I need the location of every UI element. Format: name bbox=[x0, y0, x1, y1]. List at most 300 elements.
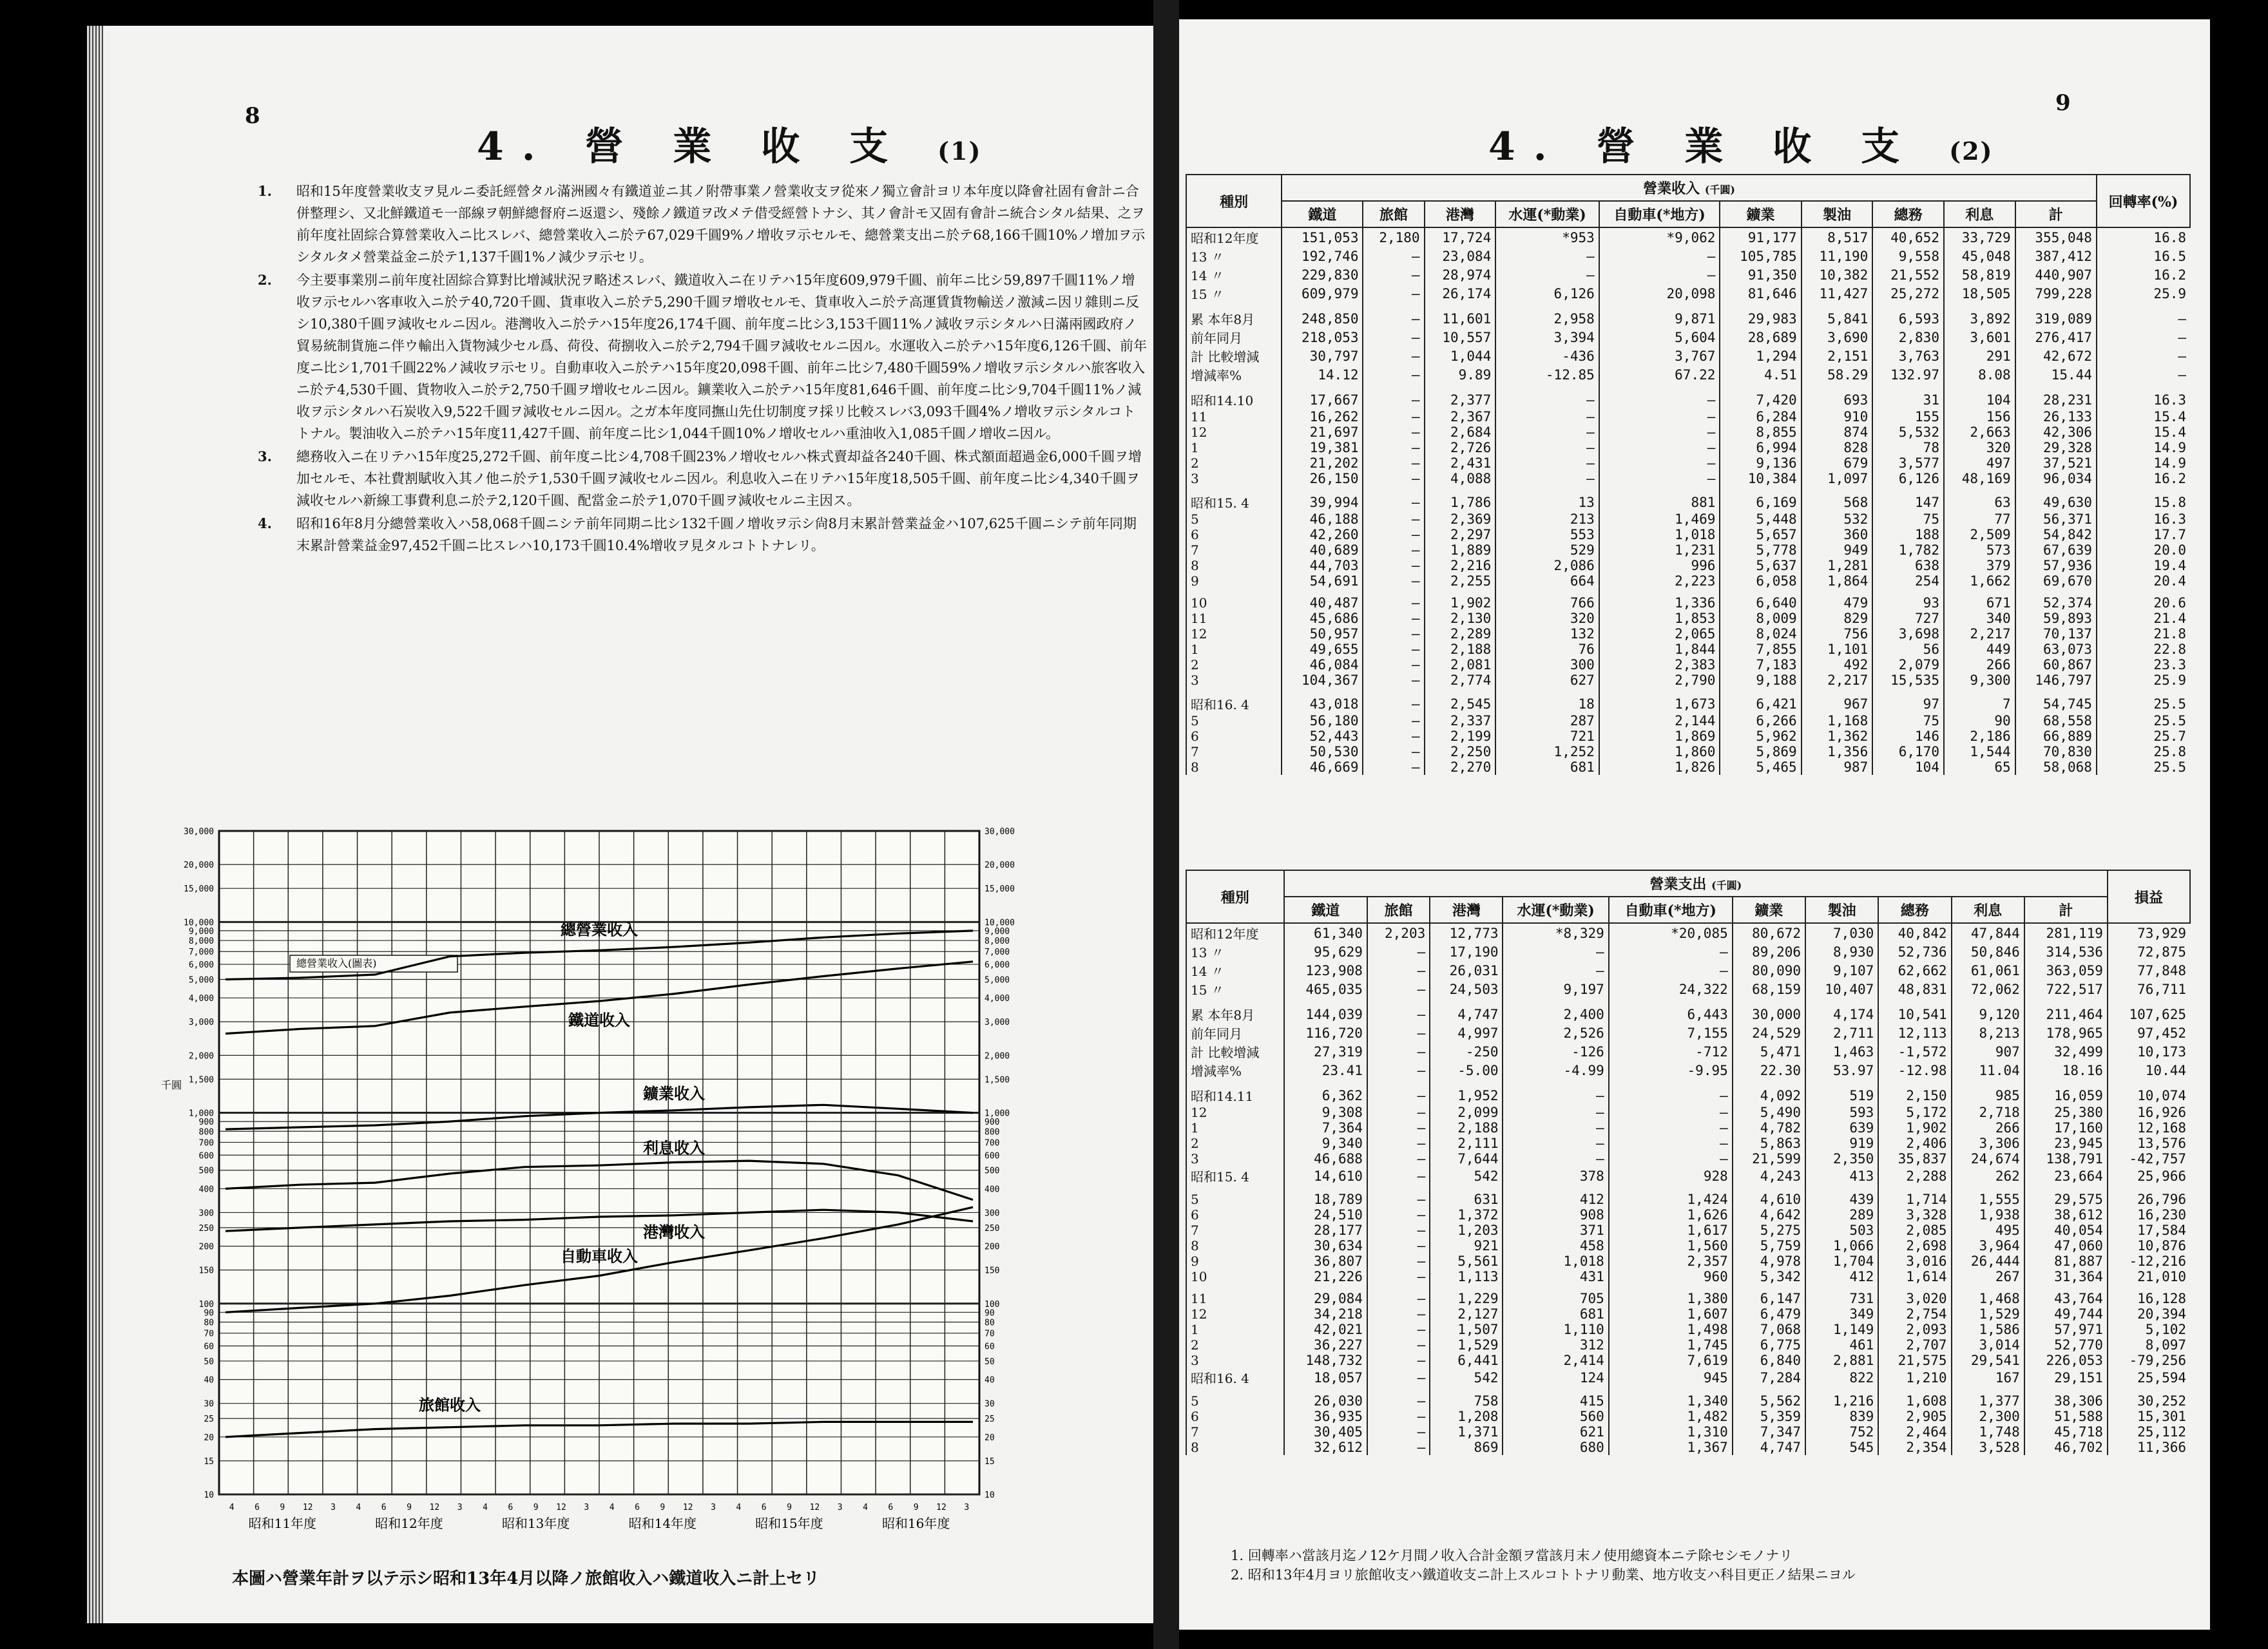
table-cell: 2,663 bbox=[1944, 424, 2015, 440]
table-cell: 519 bbox=[1805, 1080, 1878, 1105]
table-cell: 281,119 bbox=[2024, 923, 2108, 942]
table-cell: 2,357 bbox=[1609, 1253, 1733, 1269]
table-cell: 19.4 bbox=[2097, 558, 2190, 573]
table-row bbox=[1186, 1167, 2190, 1185]
table-row bbox=[1186, 961, 2190, 980]
row-label: 8 bbox=[1186, 558, 1282, 573]
table-cell: — bbox=[1367, 998, 1430, 1024]
table-cell: 52,443 bbox=[1282, 729, 1363, 744]
table-cell: 58.29 bbox=[1802, 365, 1873, 384]
table-row bbox=[1186, 657, 2190, 672]
table-cell: 1,168 bbox=[1802, 713, 1873, 729]
table-cell: 349 bbox=[1805, 1306, 1878, 1322]
series-label: 利息收入 bbox=[643, 1138, 705, 1158]
table-cell: 167 bbox=[1952, 1368, 2024, 1387]
table-cell: 15.44 bbox=[2015, 365, 2097, 384]
table-cell: 4,243 bbox=[1733, 1167, 1805, 1185]
table-row bbox=[1186, 1136, 2190, 1151]
table-cell: 2,130 bbox=[1425, 611, 1496, 626]
table-cell: 91,350 bbox=[1720, 265, 1801, 284]
row-label: 3 bbox=[1186, 471, 1282, 486]
table-cell: 5,359 bbox=[1733, 1409, 1805, 1424]
table-cell: 104 bbox=[1944, 384, 2015, 409]
x-month-tick: 9 bbox=[280, 1503, 285, 1512]
y-tick-label: 500 bbox=[985, 1166, 1000, 1176]
table-cell: 43,018 bbox=[1282, 688, 1363, 713]
table-cell: 928 bbox=[1609, 1167, 1733, 1185]
series-label: 鑛業收入 bbox=[643, 1083, 705, 1103]
x-month-tick: 12 bbox=[936, 1503, 947, 1512]
table-cell: 828 bbox=[1802, 440, 1873, 455]
left-page bbox=[103, 26, 1166, 1623]
table-cell: 22.8 bbox=[2097, 642, 2190, 657]
y-tick-label: 40 bbox=[985, 1375, 995, 1386]
table-cell: 1,310 bbox=[1609, 1424, 1733, 1440]
paragraph bbox=[258, 513, 1147, 557]
table-cell: — bbox=[1363, 265, 1424, 284]
table-cell: 5,102 bbox=[2108, 1322, 2190, 1337]
table-cell: 881 bbox=[1599, 486, 1720, 511]
x-month-tick: 12 bbox=[682, 1503, 693, 1512]
y-tick-label: 90 bbox=[985, 1308, 995, 1319]
table-cell: 7,155 bbox=[1609, 1024, 1733, 1042]
table-cell: -12,216 bbox=[2108, 1253, 2190, 1269]
y-tick-label: 15 bbox=[204, 1456, 214, 1467]
row-label: 12 bbox=[1186, 1306, 1284, 1322]
table-cell: -9.95 bbox=[1609, 1061, 1733, 1080]
table-cell: 4,997 bbox=[1430, 1024, 1503, 1042]
table-cell: 1,469 bbox=[1599, 511, 1720, 527]
table-cell: 61,061 bbox=[1952, 961, 2024, 980]
table-cell: 25.9 bbox=[2097, 284, 2190, 303]
table-cell: 8,009 bbox=[1720, 611, 1801, 626]
table-cell: 631 bbox=[1430, 1185, 1503, 1207]
table-cell: 44,703 bbox=[1282, 558, 1363, 573]
table-cell: 42,260 bbox=[1282, 527, 1363, 542]
row-label: 7 bbox=[1186, 1223, 1284, 1238]
table-cell: *9,062 bbox=[1599, 227, 1720, 247]
table-cell: 766 bbox=[1495, 589, 1599, 611]
table-cell: 16.3 bbox=[2097, 511, 2190, 527]
table-cell: 721 bbox=[1495, 729, 1599, 744]
x-month-tick: 12 bbox=[556, 1503, 566, 1512]
table-cell: 1,216 bbox=[1805, 1387, 1878, 1409]
table-cell: 39,994 bbox=[1282, 486, 1363, 511]
table-cell: — bbox=[1367, 1424, 1430, 1440]
table-row bbox=[1186, 1409, 2190, 1424]
table-row bbox=[1186, 1322, 2190, 1337]
table-cell: 16.2 bbox=[2097, 265, 2190, 284]
table-row bbox=[1186, 1337, 2190, 1353]
table-row bbox=[1186, 573, 2190, 589]
table-cell: 151,053 bbox=[1282, 227, 1363, 247]
table-row bbox=[1186, 1223, 2190, 1238]
table-cell: 9,558 bbox=[1872, 247, 1944, 265]
table-cell: — bbox=[1363, 247, 1424, 265]
y-tick-label: 25 bbox=[985, 1415, 995, 1425]
table-cell: 2,790 bbox=[1599, 672, 1720, 688]
table-row bbox=[1186, 713, 2190, 729]
table-cell: 15,301 bbox=[2108, 1409, 2190, 1424]
table-cell: 138,791 bbox=[2024, 1151, 2108, 1167]
table-cell: 8,930 bbox=[1805, 942, 1878, 961]
column-header: 水運(*動業) bbox=[1503, 897, 1608, 923]
table-cell: 1,097 bbox=[1802, 471, 1873, 486]
table-cell: 6,126 bbox=[1495, 284, 1599, 303]
table-cell: 50,957 bbox=[1282, 626, 1363, 642]
table-cell: — bbox=[1503, 1080, 1608, 1105]
table-cell: 7,364 bbox=[1284, 1120, 1367, 1136]
table-cell: 2,188 bbox=[1430, 1120, 1503, 1136]
table-cell: 32,499 bbox=[2024, 1042, 2108, 1061]
table-cell: 2,830 bbox=[1872, 328, 1944, 347]
table-cell: 5,448 bbox=[1720, 511, 1801, 527]
table-cell: 731 bbox=[1805, 1284, 1878, 1306]
table-cell: 20,098 bbox=[1599, 284, 1720, 303]
table-cell: 29,541 bbox=[1952, 1353, 2024, 1368]
table-cell: 78 bbox=[1872, 440, 1944, 455]
table-cell: 5,759 bbox=[1733, 1238, 1805, 1253]
paragraph bbox=[258, 269, 1147, 444]
heading-text: 4. 營 業 收 支 bbox=[477, 124, 907, 169]
row-label: 7 bbox=[1186, 744, 1282, 759]
table-cell: 21,599 bbox=[1733, 1151, 1805, 1167]
table-cell: 9,300 bbox=[1944, 672, 2015, 688]
table-cell: 2,698 bbox=[1878, 1238, 1951, 1253]
table-cell: — bbox=[1609, 1120, 1733, 1136]
table-cell: — bbox=[1495, 384, 1599, 409]
table-cell: — bbox=[1599, 409, 1720, 424]
table-cell: 3,601 bbox=[1944, 328, 2015, 347]
table-cell: 1,902 bbox=[1425, 589, 1496, 611]
table-cell: 26,174 bbox=[1425, 284, 1496, 303]
table-cell: 6,126 bbox=[1872, 471, 1944, 486]
table-cell: 1,229 bbox=[1430, 1284, 1503, 1306]
y-tick-label: 9,000 bbox=[985, 926, 1010, 937]
table-cell: 53.97 bbox=[1805, 1061, 1878, 1080]
table-cell: 17,584 bbox=[2108, 1223, 2190, 1238]
table-cell: — bbox=[1363, 409, 1424, 424]
table-cell: 67,639 bbox=[2015, 542, 2097, 558]
y-tick-label: 20,000 bbox=[184, 861, 214, 871]
table-cell: 17,190 bbox=[1430, 942, 1503, 961]
table-cell: 7,183 bbox=[1720, 657, 1801, 672]
table-cell: -12.98 bbox=[1878, 1061, 1951, 1080]
table-cell: 15.8 bbox=[2097, 486, 2190, 511]
row-label: 12 bbox=[1186, 1105, 1284, 1120]
row-label: 8 bbox=[1186, 1440, 1284, 1455]
table-cell: 639 bbox=[1805, 1120, 1878, 1136]
table-cell: 25,380 bbox=[2024, 1105, 2108, 1120]
table-cell: 30,634 bbox=[1284, 1238, 1367, 1253]
y-tick-label: 100 bbox=[985, 1299, 1000, 1310]
table-cell: 29,151 bbox=[2024, 1368, 2108, 1387]
y-tick-label: 20 bbox=[985, 1433, 995, 1443]
x-month-tick: 4 bbox=[229, 1503, 235, 1512]
table-cell: 6,840 bbox=[1733, 1353, 1805, 1368]
table-cell: 25.5 bbox=[2097, 713, 2190, 729]
table-cell: 8,517 bbox=[1802, 227, 1873, 247]
table-cell: 3,306 bbox=[1952, 1136, 2024, 1151]
table-cell: — bbox=[1503, 1136, 1608, 1151]
table-cell: 2,684 bbox=[1425, 424, 1496, 440]
table-cell: 46,188 bbox=[1282, 511, 1363, 527]
row-label: 增減率% bbox=[1186, 1061, 1284, 1080]
table-row bbox=[1186, 1306, 2190, 1322]
table-cell: 1,673 bbox=[1599, 688, 1720, 713]
y-tick-label: 30,000 bbox=[184, 827, 214, 837]
table-cell: 1,203 bbox=[1430, 1223, 1503, 1238]
table-cell: 9.89 bbox=[1425, 365, 1496, 384]
col-ratio: 回轉率(%) bbox=[2097, 175, 2190, 227]
table-cell: 1,860 bbox=[1599, 744, 1720, 759]
table-cell: — bbox=[2097, 365, 2190, 384]
y-tick-label: 8,000 bbox=[188, 937, 214, 947]
table-cell: 609,979 bbox=[1282, 284, 1363, 303]
table-row bbox=[1186, 247, 2190, 265]
table-row bbox=[1186, 511, 2190, 527]
table-cell: 25.8 bbox=[2097, 744, 2190, 759]
y-tick-label: 5,000 bbox=[188, 975, 214, 986]
revenue-chart-svg bbox=[116, 818, 1121, 1565]
table-cell: 2,093 bbox=[1878, 1322, 1951, 1337]
table-cell: 2,289 bbox=[1425, 626, 1496, 642]
table-cell: 3,394 bbox=[1495, 328, 1599, 347]
table-row bbox=[1186, 642, 2190, 657]
table-cell: 5,869 bbox=[1720, 744, 1801, 759]
table-cell: 2,707 bbox=[1878, 1337, 1951, 1353]
paragraph-text: 昭和15年度營業收支ヲ見ルニ委託經營タル滿洲國々有鐵道並ニ其ノ附帶事業ノ營業收支ヲ從來ノ獨立會計ヨリ本年度以降會社固有會計ニ合併整理シ、又北鮮鐵道モ一部線ヲ朝鮮總督府ニ返還シ、殘餘ノ鐵道ヲ改メテ借受經營トナシ、其ノ會計モ又固有會計ニ統合シタル結果、之ヲ前年度社固綜合算營業收入ニ比スレバ、總營業收入ニ於テ67,029千圓9%ノ增收ヲ示セルモ、總營業支出ニ於テ68,166千圓10%ノ增加ヲ示シタルタメ營業益金ニ於テ1,137千圓1%ノ減少ヲ示セリ。 bbox=[296, 184, 1146, 265]
table-cell: 2,300 bbox=[1952, 1409, 2024, 1424]
row-label: 3 bbox=[1186, 1353, 1284, 1368]
table-cell: 2,099 bbox=[1430, 1105, 1503, 1120]
row-label: 3 bbox=[1186, 672, 1282, 688]
table-cell: *953 bbox=[1495, 227, 1599, 247]
y-tick-label: 5,000 bbox=[985, 975, 1010, 986]
table-cell: — bbox=[1363, 471, 1424, 486]
table-cell: -1,572 bbox=[1878, 1042, 1951, 1061]
column-header: 旅館 bbox=[1367, 897, 1430, 923]
y-tick-label: 1,500 bbox=[985, 1075, 1010, 1085]
row-label: 2 bbox=[1186, 657, 1282, 672]
table-cell: 26,133 bbox=[2015, 409, 2097, 424]
table-cell: 621 bbox=[1503, 1424, 1608, 1440]
table-cell: 1,714 bbox=[1878, 1185, 1951, 1207]
table-cell: 75 bbox=[1872, 511, 1944, 527]
x-month-tick: 9 bbox=[660, 1503, 666, 1512]
table-cell: 314,536 bbox=[2024, 942, 2108, 961]
table-cell: 46,702 bbox=[2024, 1440, 2108, 1455]
table-cell: -250 bbox=[1430, 1042, 1503, 1061]
table-cell: — bbox=[1363, 384, 1424, 409]
column-header: 自動車(*地方) bbox=[1609, 897, 1733, 923]
table-cell: 371 bbox=[1503, 1223, 1608, 1238]
table-cell: 1,662 bbox=[1944, 573, 2015, 589]
paragraph-number: 2. bbox=[258, 272, 272, 288]
y-tick-label: 400 bbox=[198, 1185, 214, 1195]
row-label: 9 bbox=[1186, 1253, 1284, 1269]
table-cell: 66,889 bbox=[2015, 729, 2097, 744]
y-tick-label: 90 bbox=[204, 1308, 214, 1319]
table-cell: 6,362 bbox=[1284, 1080, 1367, 1105]
table-cell: 155 bbox=[1872, 409, 1944, 424]
y-tick-label: 10 bbox=[985, 1491, 995, 1500]
table-cell: — bbox=[1609, 942, 1733, 961]
y-tick-label: 15,000 bbox=[184, 884, 214, 895]
table-cell: 967 bbox=[1802, 688, 1873, 713]
table-cell: 123,908 bbox=[1284, 961, 1367, 980]
table-cell: 1,626 bbox=[1609, 1207, 1733, 1223]
table-cell: 192,746 bbox=[1282, 247, 1363, 265]
table-cell: 25,966 bbox=[2108, 1167, 2190, 1185]
x-month-tick: 4 bbox=[356, 1503, 361, 1512]
table-cell: 25.7 bbox=[2097, 729, 2190, 744]
table-cell: 17,160 bbox=[2024, 1120, 2108, 1136]
table-cell: 15.4 bbox=[2097, 424, 2190, 440]
y-tick-label: 60 bbox=[985, 1342, 995, 1352]
table-cell: 59,893 bbox=[2015, 611, 2097, 626]
table-row bbox=[1186, 759, 2190, 775]
table-cell: 2,464 bbox=[1878, 1424, 1951, 1440]
table-cell: 458 bbox=[1503, 1238, 1608, 1253]
table-cell: — bbox=[1367, 1151, 1430, 1167]
series-label: 港灣收入 bbox=[643, 1222, 705, 1241]
table-row bbox=[1186, 1151, 2190, 1167]
x-month-tick: 12 bbox=[302, 1503, 313, 1512]
y-tick-label: 300 bbox=[198, 1208, 214, 1219]
table-cell: 2,151 bbox=[1802, 347, 1873, 365]
table-cell: 492 bbox=[1802, 657, 1873, 672]
table-cell: -12.85 bbox=[1495, 365, 1599, 384]
table-cell: 8.08 bbox=[1944, 365, 2015, 384]
row-label: 14 〃 bbox=[1186, 961, 1284, 980]
table-cell: 439 bbox=[1805, 1185, 1878, 1207]
table-cell: 5,962 bbox=[1720, 729, 1801, 744]
expense-table bbox=[1186, 870, 2191, 1455]
table-cell: 24,529 bbox=[1733, 1024, 1805, 1042]
table-cell: 16,262 bbox=[1282, 409, 1363, 424]
table-cell: — bbox=[1367, 1207, 1430, 1223]
table-cell: 3,528 bbox=[1952, 1440, 2024, 1455]
table-cell: 76 bbox=[1495, 642, 1599, 657]
table-cell: 1,529 bbox=[1952, 1306, 2024, 1322]
table-cell: 93 bbox=[1872, 589, 1944, 611]
paragraph-text: 總務收入ニ在リテハ15年度25,272千圓、前年度ニ比シ4,708千圓23%ノ增收セルハ株式賣却益各240千圓、株式額面超過金6,000千圓ヲ增加セルモ、本社費割賦收入其ノ他ニ於テ1,530千圓ヲ減收セルニ因ル。利息收入ニ在リテハ15年度18,505千圓、前年度ニ比シ4,340千圓ヲ減收セルハ新線工事費利息ニ於テ2,120千圓、配當金ニ於テ1,070千圓ヲ減收セルニ主因ス。 bbox=[296, 449, 1142, 508]
table-cell: 266 bbox=[1952, 1120, 2024, 1136]
y-tick-label: 4,000 bbox=[188, 994, 214, 1004]
page-number: 8 bbox=[245, 103, 260, 129]
column-header: 鐵道 bbox=[1282, 201, 1363, 227]
table-row bbox=[1186, 303, 2190, 328]
table-cell: 1,617 bbox=[1609, 1223, 1733, 1238]
table-cell: 627 bbox=[1495, 672, 1599, 688]
footnote: 2. 昭和13年4月ヨリ旅館收支ハ鐵道收支ニ計上スルコトトナリ動業、地方收支ハ科目更正ノ結果ニヨル bbox=[1231, 1567, 1856, 1583]
x-month-tick: 12 bbox=[809, 1503, 820, 1512]
table-cell: *20,085 bbox=[1609, 923, 1733, 942]
table-cell: 545 bbox=[1805, 1440, 1878, 1455]
table-cell: 6,266 bbox=[1720, 713, 1801, 729]
column-header: 港灣 bbox=[1425, 201, 1496, 227]
column-header-row bbox=[1186, 201, 2190, 227]
y-tick-label: 70 bbox=[985, 1329, 995, 1339]
table-cell: 9,188 bbox=[1720, 672, 1801, 688]
x-month-tick: 9 bbox=[787, 1503, 792, 1512]
table-cell: 146 bbox=[1872, 729, 1944, 744]
table-cell: 2,255 bbox=[1425, 573, 1496, 589]
table-cell: 908 bbox=[1503, 1207, 1608, 1223]
table-cell: 664 bbox=[1495, 573, 1599, 589]
table-cell: 693 bbox=[1802, 384, 1873, 409]
table-cell: 97 bbox=[1872, 688, 1944, 713]
table-cell: 43,764 bbox=[2024, 1284, 2108, 1306]
table-row bbox=[1186, 284, 2190, 303]
table-cell: 7,855 bbox=[1720, 642, 1801, 657]
column-header: 港灣 bbox=[1430, 897, 1503, 923]
table-cell: 48,831 bbox=[1878, 980, 1951, 998]
table-row bbox=[1186, 1207, 2190, 1223]
table-cell: — bbox=[1363, 486, 1424, 511]
table-row bbox=[1186, 942, 2190, 961]
table-cell: 1,468 bbox=[1952, 1284, 2024, 1306]
table-cell: 1,608 bbox=[1878, 1387, 1951, 1409]
table-cell: 1,356 bbox=[1802, 744, 1873, 759]
table-cell: 4,088 bbox=[1425, 471, 1496, 486]
y-tick-label: 200 bbox=[198, 1242, 214, 1252]
table-cell: 1,377 bbox=[1952, 1387, 2024, 1409]
table-cell: 2,223 bbox=[1599, 573, 1720, 589]
table-cell: 1,704 bbox=[1805, 1253, 1878, 1269]
table-cell: 1,607 bbox=[1609, 1306, 1733, 1322]
table-cell: 960 bbox=[1609, 1269, 1733, 1284]
table-cell: — bbox=[1367, 1353, 1430, 1368]
y-tick-label: 10,000 bbox=[985, 918, 1015, 928]
table-cell: — bbox=[1363, 440, 1424, 455]
table-cell: 15.4 bbox=[2097, 409, 2190, 424]
table-body bbox=[1186, 923, 2190, 1455]
table-cell: 42,306 bbox=[2015, 424, 2097, 440]
table-cell: 10,876 bbox=[2108, 1238, 2190, 1253]
table-cell: 96,034 bbox=[2015, 471, 2097, 486]
table-cell: 17,667 bbox=[1282, 384, 1363, 409]
table-cell: 36,935 bbox=[1284, 1409, 1367, 1424]
table-cell: 1,555 bbox=[1952, 1185, 2024, 1207]
table-cell: 16,059 bbox=[2024, 1080, 2108, 1105]
table-cell: 16,128 bbox=[2108, 1284, 2190, 1306]
table-cell: 3,014 bbox=[1952, 1337, 2024, 1353]
table-row bbox=[1186, 384, 2190, 409]
table-cell: 2,216 bbox=[1425, 558, 1496, 573]
table-cell: — bbox=[1495, 471, 1599, 486]
table-cell: 869 bbox=[1430, 1440, 1503, 1455]
table-cell: 4,978 bbox=[1733, 1253, 1805, 1269]
table-cell: 21,697 bbox=[1282, 424, 1363, 440]
table-cell: 573 bbox=[1944, 542, 2015, 558]
table-cell: — bbox=[1363, 713, 1424, 729]
table-cell: 21,202 bbox=[1282, 455, 1363, 471]
table-cell: 68,558 bbox=[2015, 713, 2097, 729]
table-cell: 7,030 bbox=[1805, 923, 1878, 942]
table-cell: 6,479 bbox=[1733, 1306, 1805, 1322]
table-cell: 363,059 bbox=[2024, 961, 2108, 980]
table-cell: 287 bbox=[1495, 713, 1599, 729]
row-label: 8 bbox=[1186, 1238, 1284, 1253]
paragraph-number: 1. bbox=[258, 183, 272, 199]
table-cell: — bbox=[1367, 1440, 1430, 1455]
y-tick-label: 60 bbox=[204, 1342, 214, 1352]
table-cell: 722,517 bbox=[2024, 980, 2108, 998]
table-cell: 14.9 bbox=[2097, 440, 2190, 455]
row-label: 昭和16. 4 bbox=[1186, 1368, 1284, 1387]
